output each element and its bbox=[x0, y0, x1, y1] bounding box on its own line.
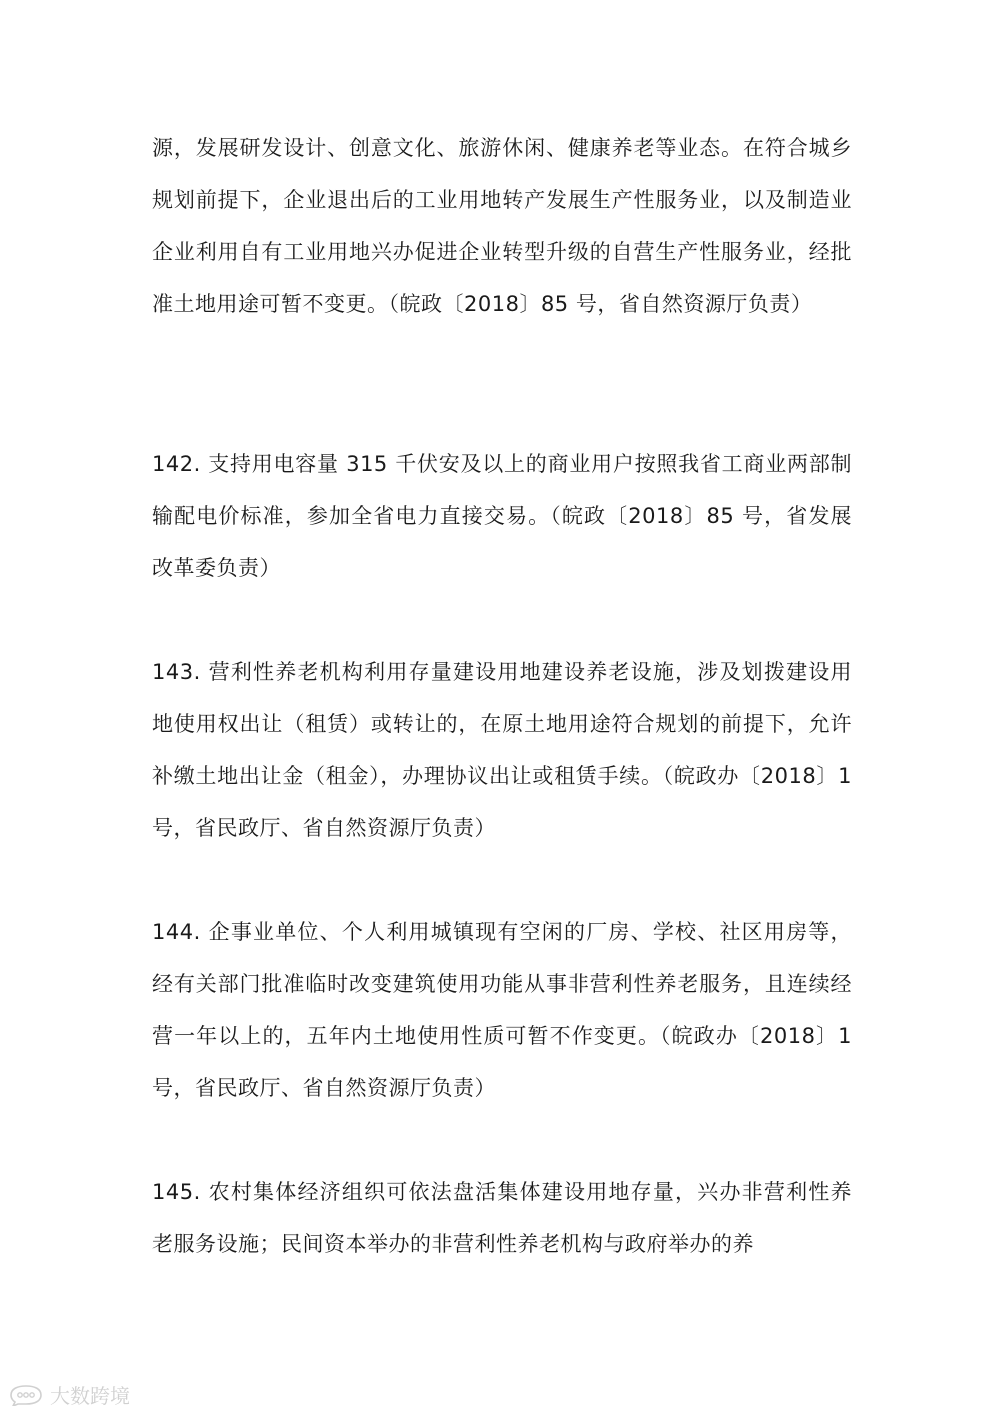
paragraph-item-145: 145. 农村集体经济组织可依法盘活集体建设用地存量，兴办非营利性养老服务设施；民间资本举办的非营利性养老机构与政府举办的养 bbox=[152, 1180, 852, 1256]
paragraph-item-143: 143. 营利性养老机构利用存量建设用地建设养老设施，涉及划拨建设用地使用权出让（租赁）或转让的，在原土地用途符合规划的前提下，允许补缴土地出让金（租金），办理协议出让或租赁手续。（皖政办〔2018〕1 号，省民政厅、省自然资源厅负责） bbox=[152, 660, 852, 840]
watermark-text: 大数跨境 bbox=[50, 1384, 130, 1408]
paragraph-item-142: 142. 支持用电容量 315 千伏安及以上的商业用户按照我省工商业两部制输配电价标准，参加全省电力直接交易。（皖政〔2018〕85 号，省发展改革委负责） bbox=[152, 452, 852, 580]
watermark bbox=[8, 1380, 130, 1409]
chat-bubble-logo-icon bbox=[8, 1384, 44, 1406]
paragraph-item-144: 144. 企事业单位、个人利用城镇现有空闲的厂房、学校、社区用房等，经有关部门批准临时改变建筑使用功能从事非营利性养老服务，且连续经营一年以上的，五年内土地使用性质可暂不作变更。（皖政办〔2018〕1 号，省民政厅、省自然资源厅负责） bbox=[152, 920, 852, 1100]
paragraph-continuation: 源，发展研发设计、创意文化、旅游休闲、健康养老等业态。在符合城乡规划前提下，企业退出后的工业用地转产发展生产性服务业，以及制造业企业利用自有工业用地兴办促进企业转型升级的自营生产性服务业，经批准土地用途可暂不变更。（皖政〔2018〕85 号，省自然资源厅负责） bbox=[152, 136, 852, 316]
